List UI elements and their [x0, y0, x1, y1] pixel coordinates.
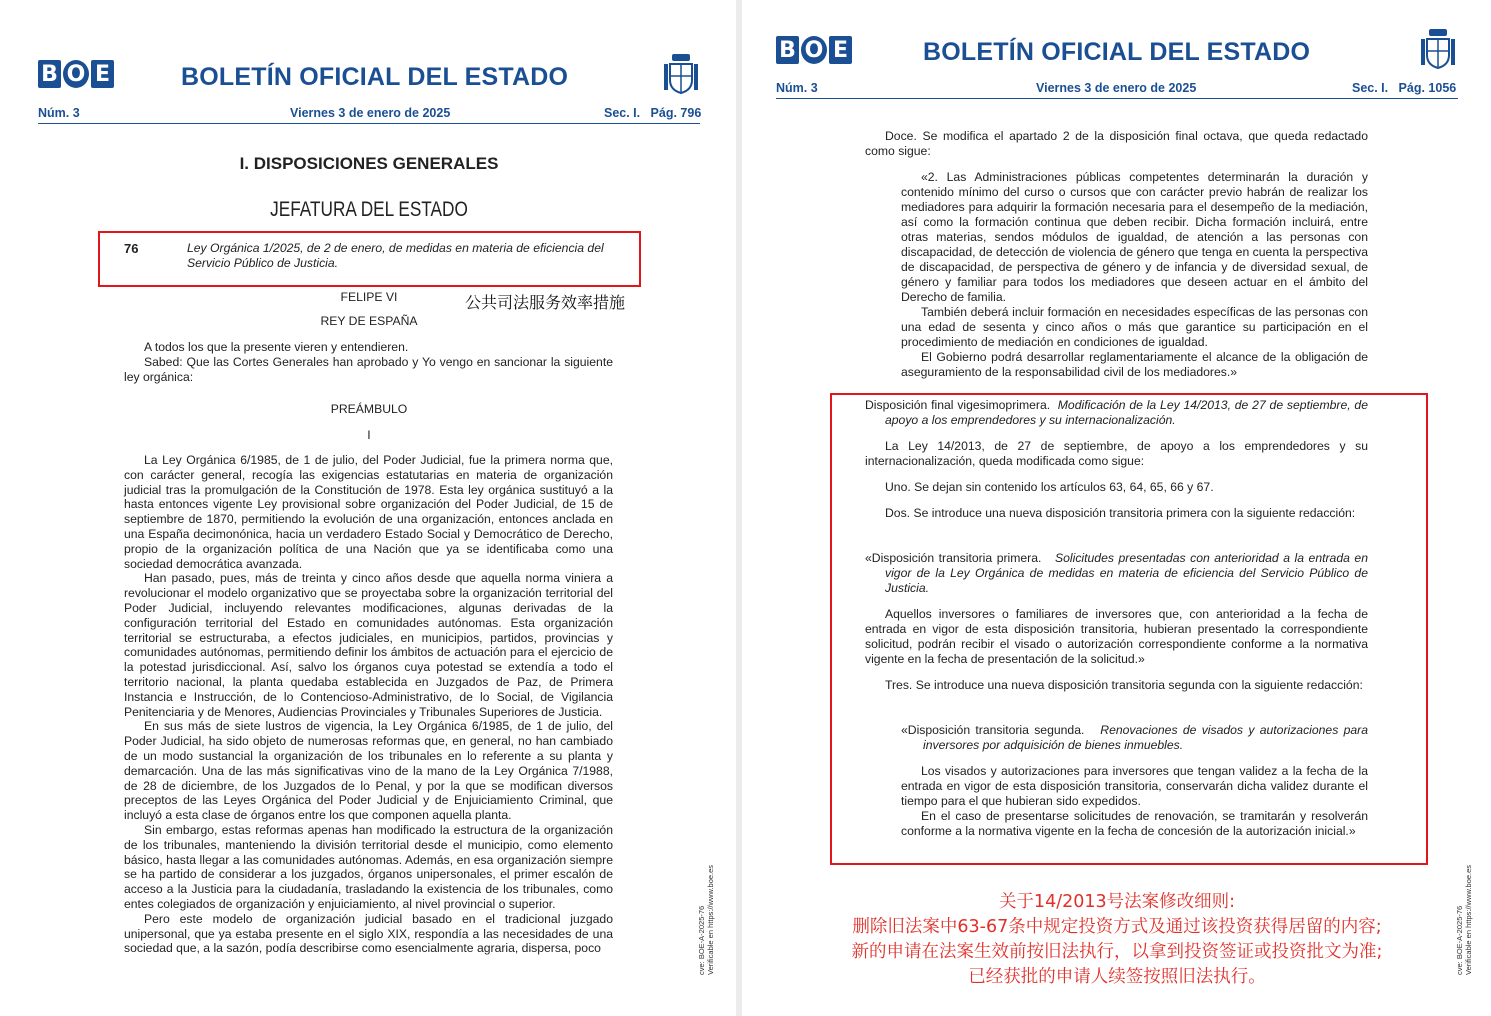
dtp-body-block — [865, 607, 1368, 667]
preamble-roman: I — [367, 428, 371, 442]
intro-line: A todos los que la presente vieren y entendieren. — [144, 340, 409, 354]
dos-block — [865, 506, 1368, 521]
dos-text: Dos. Se introduce una nueva disposición transitoria primera con la siguiente redacción: — [885, 506, 1356, 520]
issue-number: Núm. 3 — [38, 106, 80, 120]
preamble-body — [124, 453, 613, 956]
dtp-body: Aquellos inversores o familiares de inversores que, con anterioridad a la fecha de entrada en vigor de esta disposición transitoria, hubieran presentado la correspondiente solicitud, podrán recibir el visado o autorización correspondiente conforme a la normativa vigente en la fecha de presentación de la solicitud.» — [865, 607, 1368, 666]
coat-of-arms-icon — [1419, 27, 1457, 71]
cn-note-line: 新的申请在法案生效前按旧法执行，以拿到投资签证或投资批文为准; — [851, 942, 1383, 962]
department-heading: JEFATURA DEL ESTADO — [270, 198, 468, 221]
dfv-label: Disposición final vigesimoprimera. — [865, 398, 1051, 412]
dtp-title: Solicitudes presentadas con anterioridad a la entrada en vigor de la Ley Orgánica de medidas en materia de eficiencia del Servicio Público de Justicia. — [885, 551, 1368, 595]
doce-clause — [865, 129, 1368, 159]
preamble-heading: PREÁMBULO — [330, 402, 408, 416]
section-heading: I. DISPOSICIONES GENERALES — [239, 154, 499, 173]
cn-annotation: 公共司法服务效率措施 — [465, 293, 626, 312]
cn-note-line: 已经获批的申请人续签按照旧法执行。 — [968, 967, 1266, 987]
section-page: Sec. I. Pág. 1056 — [1352, 81, 1457, 95]
cn-summary-note — [757, 890, 1477, 990]
law-title: Ley Orgánica 1/2025, de 2 de enero, de medidas en materia de eficiencia del Servicio Público de Justicia. — [187, 241, 604, 270]
doce-text: Doce. Se modifica el apartado 2 de la disposición final octava, que queda redactado como sigue: — [865, 129, 1368, 158]
uno-block — [865, 480, 1368, 495]
coat-of-arms-icon — [662, 52, 700, 96]
cve-code: cve: BOE-A-2025-76 — [697, 905, 706, 975]
masthead-title: BOLETÍN OFICIAL DEL ESTADO — [181, 63, 569, 91]
tres-text: Tres. Se introduce una nueva disposición transitoria segunda con la siguiente redacción: — [885, 678, 1363, 692]
header-rule — [776, 98, 1458, 99]
dts-body: Los visados y autorizaciones para inversores que tengan validez a la fecha de la entrada en vigor de esta disposición transitoria, conservarán dicha validez durante el tiempo para el que hubieran sido expedidos. — [901, 764, 1368, 808]
uno-text: Uno. Se dejan sin contenido los artículos 63, 64, 65, 66 y 67. — [885, 480, 1214, 494]
masthead-title: BOLETÍN OFICIAL DEL ESTADO — [923, 38, 1311, 66]
dfv-intro-block — [865, 439, 1368, 469]
quoted-block — [901, 170, 1368, 380]
dfv-title: Modificación de la Ley 14/2013, de 27 de septiembre, de apoyo a los emprendedores y su internacionalización. — [885, 398, 1368, 427]
side-verification — [706, 865, 715, 975]
dts-title: Renovaciones de visados y autorizaciones para inversores por adquisición de bienes inmuebles. — [923, 723, 1369, 752]
dts-body-block — [901, 764, 1368, 839]
boe-logo: B O E — [38, 60, 114, 88]
cve-code: cve: BOE-A-2025-76 — [1455, 905, 1464, 975]
dtp-label: «Disposición transitoria primera. — [865, 551, 1042, 565]
paragraph: Pero este modelo de organización judicial basado en el tradicional juzgado unipersonal, que ya estaba presente en el siglo XIX, respondía a las necesidades de una sociedad que, a la sazón, podía describirse como esencialmente agraria, dispersa, poco — [124, 911, 613, 956]
quoted-paragraph: También deberá incluir formación en necesidades específicas de las personas con una edad de sesenta y cinco años o más que garantice su participación en el procedimiento de mediación en condiciones de igualdad. — [901, 305, 1368, 349]
verification-url: Verificable en https://www.boe.es — [706, 864, 715, 975]
page-left — [0, 0, 736, 1016]
paragraph: Sin embargo, estas reformas apenas han modificado la estructura de la organización de los tribunales, manteniendo la división territorial desde el municipio, como elemento básico, hasta llegar a las comunidades autónomas. Además, en esa organización siempre se ha partido de considerar a los juzgados, órganos unipersonales, el primer escalón de acceso a la Justicia para la ciudadanía, trasladando la existencia de los tribunales, como entes colegiados de organización y enjuiciamiento, al nivel provincial o superior. — [124, 822, 613, 911]
law-number: 76 — [124, 241, 139, 256]
verification-url: Verificable en https://www.boe.es — [1464, 864, 1473, 975]
disposicion-final — [865, 398, 1368, 428]
cn-note-line: 关于14/2013号法案修改细则: — [998, 892, 1236, 912]
tres-block — [865, 678, 1368, 693]
king-title: REY DE ESPAÑA — [320, 314, 418, 328]
side-cve — [1455, 906, 1464, 975]
side-verification — [1464, 865, 1473, 975]
quoted-paragraph: «2. Las Administraciones públicas competentes determinarán la duración y contenido mínimo del curso o cursos que con carácter previo habrán de realizar los mediadores para adquirir la formación necesaria para el desempeño de la mediación, así como la formación continua que deben recibir. Dicha formación incluirá, entre otras materias, sendos módulos de igualdad, de atención a las personas con discapacidad, de detección de violencia de género que tenga en cuenta la perspectiva de discapacidad, de perspectiva de género y de infancia y de diversidad sexual, de género y familiar para todos los mediadores que deseen actuar en el ámbito del Derecho de familia. — [901, 170, 1368, 304]
intro-block — [124, 340, 613, 385]
dfv-intro: La Ley 14/2013, de 27 de septiembre, de apoyo a los emprendedores y su internacionalización, queda modificada como sigue: — [865, 439, 1368, 468]
side-cve — [697, 906, 706, 975]
king-name: FELIPE VI — [340, 290, 398, 304]
paragraph: Han pasado, pues, más de treinta y cinco años desde que aquella norma viniera a revolucionar el modelo organizativo que se proyectaba sobre la organización territorial del Poder Judicial, incluyendo relevantes modificaciones, algunas derivadas de la configuración territorial del Estado en comunidades autónomas. Esta organización territorial se estructuraba, a efectos judiciales, en municipios, partidos, provincias y comunidades autónomas, permitiendo definir los ámbitos de actuación para el ejercicio de la potestad jurisdiccional. Así, salvo los órganos cuya potestad se extendía a todo el territorio nacional, la planta quedaba establecida en Juzgados de Paz, de Primera Instancia e Instrucción, de lo Contencioso-Administrativo, de lo Social, de Vigilancia Penitenciaria y de Menores, Audiencias Provinciales y Tribunales Superiores de Justicia. — [124, 571, 613, 719]
issue-date: Viernes 3 de enero de 2025 — [290, 106, 451, 120]
page-right — [742, 0, 1491, 1016]
boe-logo: B O E — [776, 36, 852, 64]
transitoria-primera-heading — [865, 551, 1368, 596]
dts-label: «Disposición transitoria segunda. — [901, 723, 1085, 737]
issue-number: Núm. 3 — [776, 81, 818, 95]
paragraph: En sus más de siete lustros de vigencia, la Ley Orgánica 6/1985, de 1 de julio, del Poder Judicial, ha sido objeto de numerosas reformas que, en general, no han cambiado de un modo sustancial la organización de los tribunales en lo referente a su planta y demarcación. Una de las más significativas vino de la mano de la Ley Orgánica 7/1988, de 28 de diciembre, de los Juzgados de lo Penal, y por la que se modifican diversos preceptos de las Leyes Orgánica del Poder Judicial y de Enjuiciamiento Criminal, que incluyó a esta clase de órganos entre los que componen aquella planta. — [124, 719, 613, 823]
dts-body: En el caso de presentarse solicitudes de renovación, se tramitarán y resolverán conforme a la normativa vigente en la fecha de concesión de la autorización inicial.» — [901, 809, 1368, 838]
issue-date: Viernes 3 de enero de 2025 — [1036, 81, 1197, 95]
section-page: Sec. I. Pág. 796 — [604, 106, 702, 120]
paragraph: La Ley Orgánica 6/1985, de 1 de julio, del Poder Judicial, fue la primera norma que, con carácter general, recogía las exigencias estatutarias en materia de organización judicial tras la promulgación de la Constitución de 1978. Esta ley orgánica sustituyó a la hasta entonces vigente Ley provisional sobre organización del Poder Judicial, de 15 de septiembre de 1870, permitiendo la evolución de una organización, entonces anclada en una España decimonónica, hacia un verdadero Estado Social y Democrático de Derecho, propio de la organización política de una Nación que ya se identificaba como una sociedad democrática avanzada. — [124, 453, 613, 571]
quoted-paragraph: El Gobierno podrá desarrollar reglamentariamente el alcance de la obligación de aseguramiento de la responsabilidad civil de los mediadores.» — [901, 350, 1368, 379]
intro-line: Sabed: Que las Cortes Generales han aprobado y Yo vengo en sancionar la siguiente ley orgánica: — [124, 355, 613, 384]
cn-note-line: 删除旧法案中63-67条中规定投资方式及通过该投资获得居留的内容; — [852, 917, 1382, 937]
transitoria-segunda-heading — [901, 723, 1368, 753]
header-rule — [38, 123, 700, 124]
